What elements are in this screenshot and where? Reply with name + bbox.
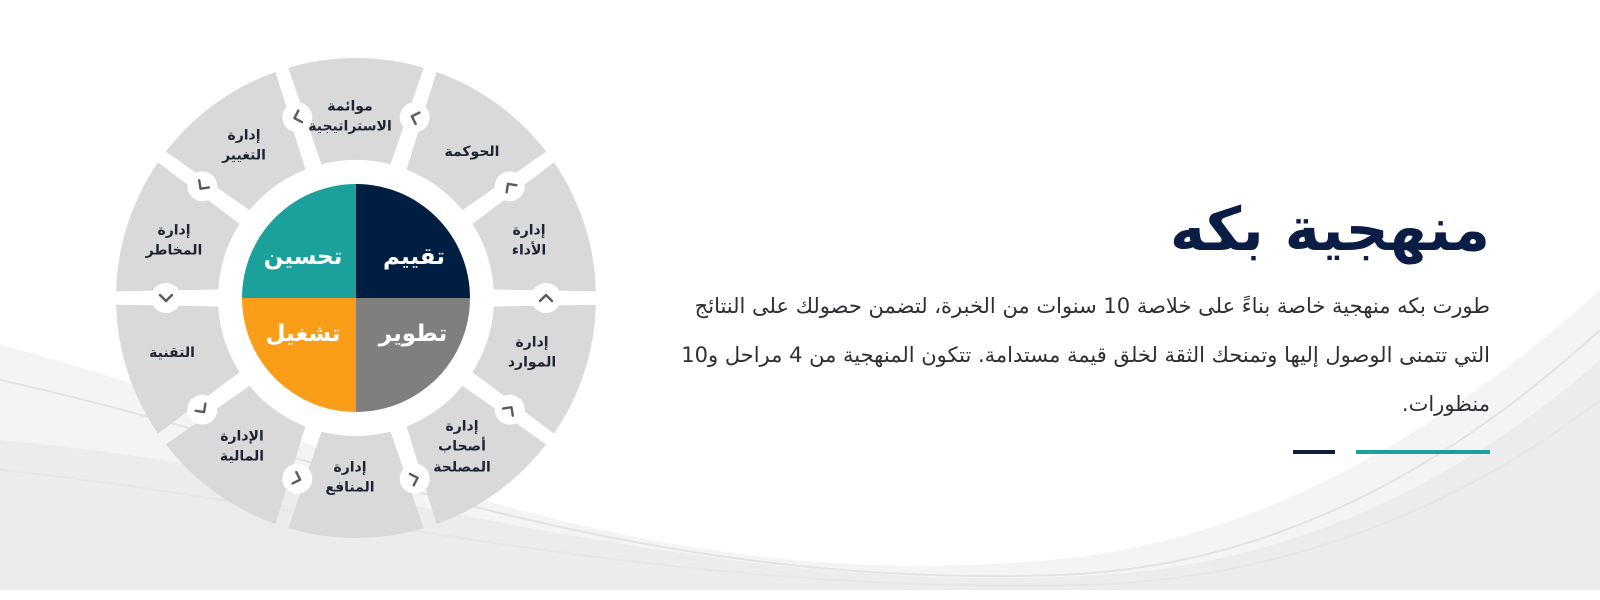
methodology-wheel xyxy=(111,53,601,543)
segment-resources: إدارة الموارد xyxy=(507,334,557,371)
quadrant-label-operate: تشغيل xyxy=(265,321,341,347)
segment-stakeholders: إدارة أصحاب المصلحة xyxy=(433,418,491,476)
chevron-icon xyxy=(400,464,430,494)
segment-performance: إدارة الأداء xyxy=(511,222,547,259)
segment-governance: الحوكمة xyxy=(444,143,500,160)
description: طورت بكه منهجية خاصة بناءً على خلاصة 10 سنوات من الخبرة، لتضمن حصولك على النتائج التي تتمنى الوصول إليها وتمنحك الثقة لخلق قيمة مستدامة. تتكون المنهجية من 4 مراحل و10 منظورات. xyxy=(681,294,1490,416)
quadrant-label-improve: تحسين xyxy=(263,244,343,270)
quadrant-label-evaluate: تقييم xyxy=(382,244,445,270)
quadrant-develop xyxy=(356,298,470,412)
quadrant-operate xyxy=(242,298,356,412)
chevron-icon xyxy=(531,283,561,313)
intro-section xyxy=(680,190,1490,429)
accent-line-teal xyxy=(1356,450,1490,454)
chevron-icon xyxy=(282,464,312,494)
chevron-icon xyxy=(495,395,525,425)
inner-quadrants xyxy=(242,184,470,412)
segment-risk: إدارة المخاطر xyxy=(145,222,203,259)
chevron-icon xyxy=(187,395,217,425)
segment-technology: التقنية xyxy=(149,344,195,361)
segment-change: إدارة التغيير xyxy=(222,127,266,164)
segment-benefits: إدارة المنافع xyxy=(325,459,375,496)
chevron-icon xyxy=(495,171,525,201)
chevron-icon xyxy=(187,171,217,201)
chevron-icon xyxy=(151,283,181,313)
page-title: منهجية بكه xyxy=(1169,195,1490,265)
segment-finance: الإدارة المالية xyxy=(219,428,265,465)
quadrant-improve xyxy=(242,184,356,298)
segment-strategy-alignment: موائمة الاستراتيجية xyxy=(308,98,392,135)
quadrant-label-develop: تطوير xyxy=(378,321,448,347)
chevron-icon xyxy=(400,102,430,132)
quadrant-evaluate xyxy=(356,184,470,298)
accent-line-navy xyxy=(1293,450,1335,454)
